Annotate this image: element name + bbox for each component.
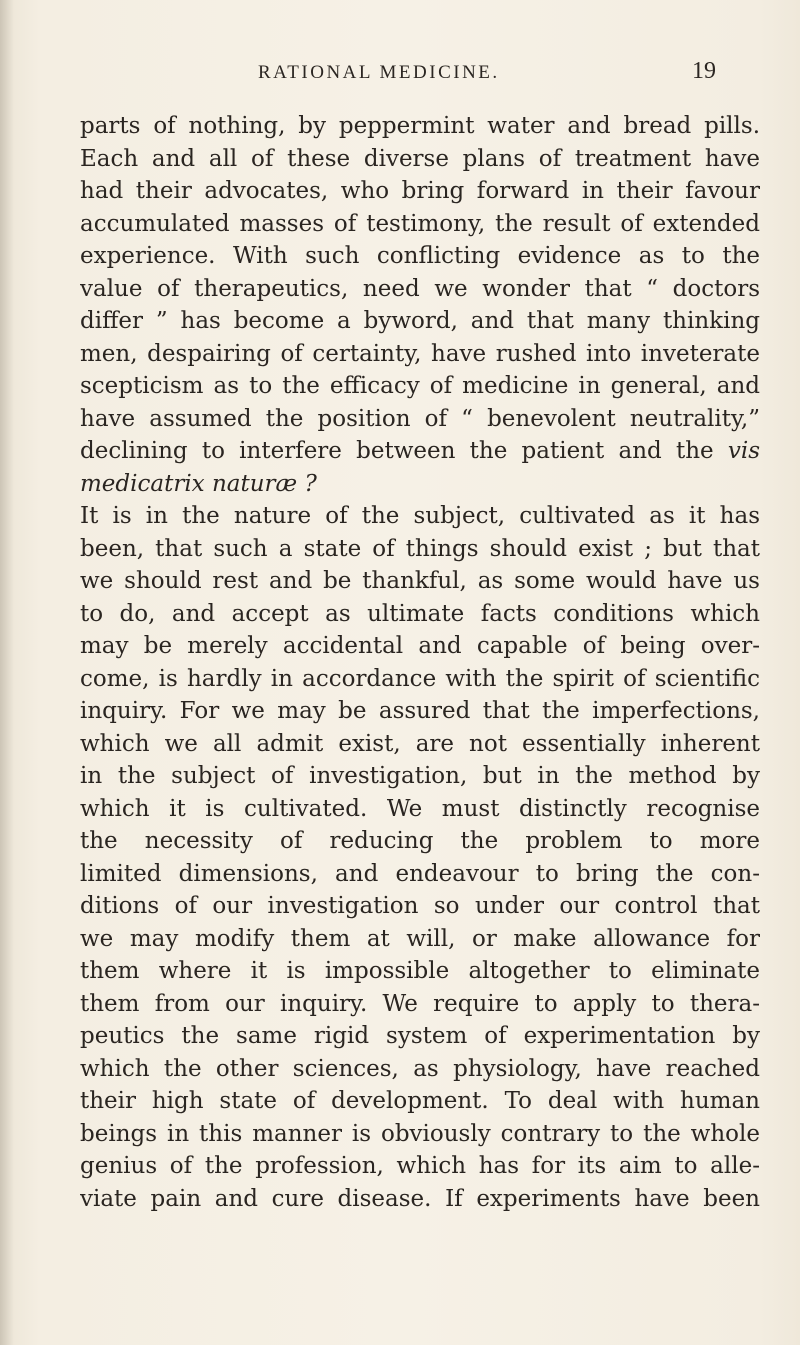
text-line: which we all admit exist, are not essentially inherent xyxy=(80,730,760,757)
text-line: genius of the profession, which has for its aim to alle- xyxy=(80,1153,760,1179)
text-line: scepticism as to the efficacy of medicine in general, and xyxy=(80,373,760,399)
text-line: in the subject of investigation, but in the method by xyxy=(80,763,760,789)
running-title: RATIONAL MEDICINE. xyxy=(258,62,500,83)
body-text xyxy=(80,110,760,1215)
text-line: may be merely accidental and capable of being over- xyxy=(80,633,760,659)
text-line: inquiry. For we may be assured that the imperfections, xyxy=(80,698,760,724)
italic-term: vis xyxy=(727,438,760,464)
text-line: peutics the same rigid system of experimentation by xyxy=(80,1023,760,1049)
text-line: ditions of our investigation so under our control that xyxy=(80,893,760,919)
text-line: Each and all of these diverse plans of treatment have xyxy=(80,145,760,172)
text-line: which it is cultivated. We must distinctly recognise xyxy=(80,795,760,822)
text-line: parts of nothing, by peppermint water and bread pills. xyxy=(80,113,760,139)
text-line-prefix: declining to interfere between the patient and the xyxy=(80,438,714,464)
text-line: to do, and accept as ultimate facts conditions which xyxy=(80,600,760,627)
text-line-with-italic xyxy=(80,435,760,468)
text-line: we may modify them at will, or make allowance for xyxy=(80,925,760,952)
text-line: their high state of development. To deal with human xyxy=(80,1088,760,1114)
text-line: men, despairing of certainty, have rushed into inveterate xyxy=(80,340,760,367)
text-line: which the other sciences, as physiology, have reached xyxy=(80,1055,760,1082)
text-line: have assumed the position of “ benevolent neutrality,” xyxy=(80,405,760,432)
running-head xyxy=(0,58,800,92)
text-line: accumulated masses of testimony, the result of extended xyxy=(80,210,760,237)
paragraph-end-line: medicatrix naturæ ? xyxy=(80,470,317,497)
text-line: had their advocates, who bring forward in their favour xyxy=(80,178,760,204)
text-line: them from our inquiry. We require to apply to thera- xyxy=(80,990,760,1017)
text-line: the necessity of reducing the problem to more xyxy=(80,828,760,854)
spine-shadow xyxy=(0,0,14,1345)
text-line: value of therapeutics, need we wonder that “ doctors xyxy=(80,275,760,302)
page-number: 19 xyxy=(692,58,716,84)
text-line: come, is hardly in accordance with the spirit of scientific xyxy=(80,665,760,692)
text-line: experience. With such conflicting evidence as to the xyxy=(80,243,760,269)
text-line: It is in the nature of the subject, cultivated as it has xyxy=(80,503,760,529)
text-line: been, that such a state of things should exist ; but that xyxy=(80,535,760,562)
text-line: beings in this manner is obviously contrary to the whole xyxy=(80,1120,760,1147)
text-line: differ ” has become a byword, and that many thinking xyxy=(80,308,760,334)
text-line: we should rest and be thankful, as some would have us xyxy=(80,568,760,594)
text-line: limited dimensions, and endeavour to bring the con- xyxy=(80,860,760,887)
text-line: viate pain and cure disease. If experiments have been xyxy=(80,1185,760,1212)
text-line: them where it is impossible altogether to eliminate xyxy=(80,958,760,984)
